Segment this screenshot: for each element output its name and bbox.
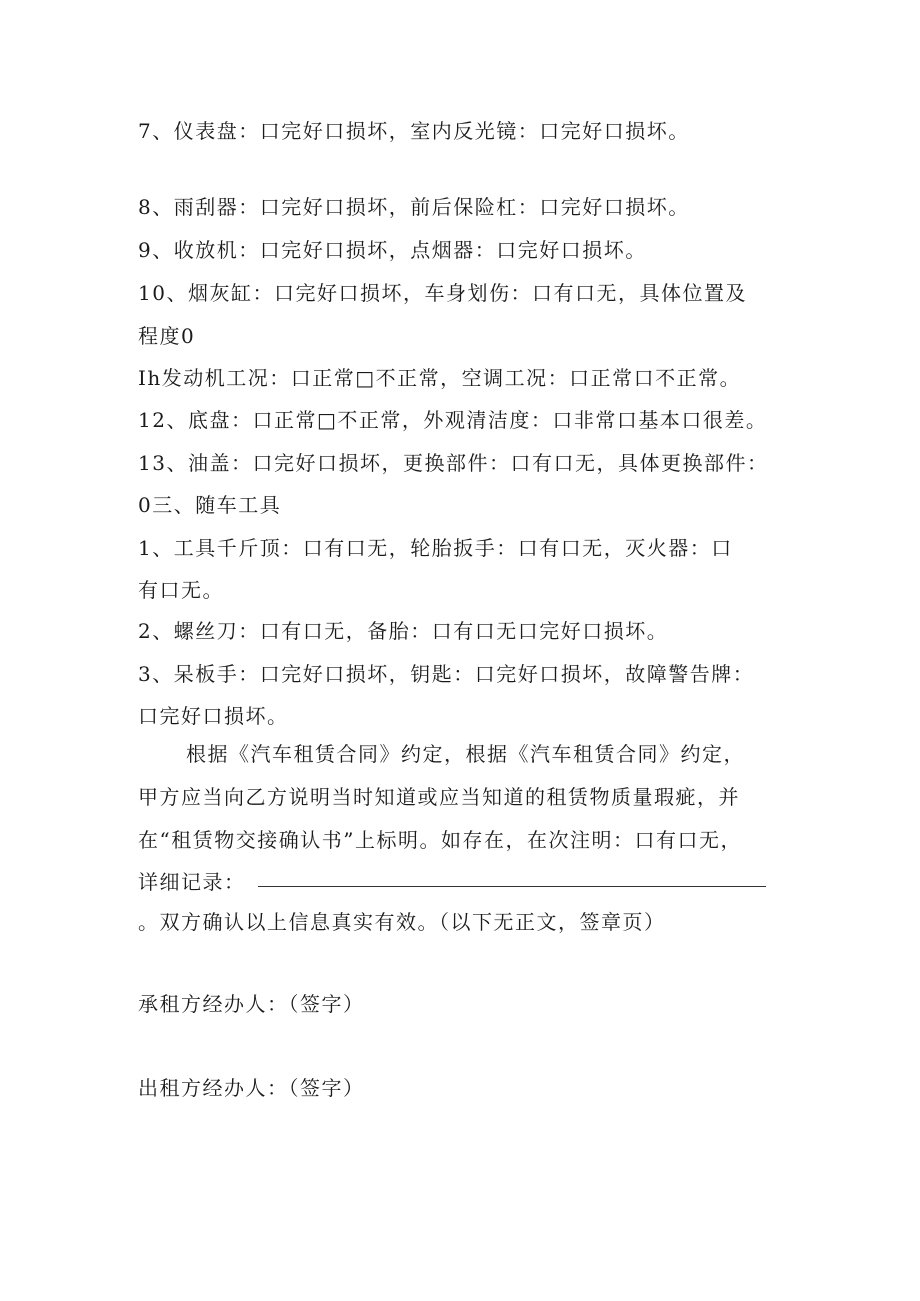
item-8-line: 8、雨刮器：口完好口损坏，前后保险杠：口完好口损坏。 [138, 195, 690, 219]
item-7-line: 7、仪表盘：口完好口损坏，室内反光镜：口完好口损坏。 [138, 119, 690, 143]
paragraph-line-3: 在“租赁物交接确认书”上标明。如存在，在次注明：口有口无， [138, 828, 742, 852]
record-label: 详细记录： [138, 870, 246, 894]
tool-1-continuation: 有口无。 [138, 578, 224, 602]
section-3-heading: 0三、随车工具 [138, 493, 282, 517]
paragraph-line-1: 根据《汽车租赁合同》约定，根据《汽车租赁合同》约定， [186, 742, 745, 766]
tool-3-continuation: 口完好口损坏。 [138, 704, 289, 728]
item-13-line: 13、油盖：口完好口损坏，更换部件：口有口无，具体更换部件： [138, 451, 769, 475]
lessor-signature-line: 出租方经办人：（签字） [138, 1076, 365, 1100]
item-10-line: 10、烟灰缸：口完好口损坏，车身划伤：口有口无，具体位置及 [138, 281, 747, 305]
item-12-line: 12、底盘：口正常□不正常，外观清洁度：口非常口基本口很差。 [138, 408, 768, 432]
tool-2-line: 2、螺丝刀：口有口无，备胎：口有口无口完好口损坏。 [138, 619, 669, 643]
record-blank-line[interactable] [258, 886, 766, 887]
tool-3-line: 3、呆板手：口完好口损坏，钥匙：口完好口损坏，故障警告牌： [138, 662, 755, 686]
item-11-line: Ih发动机工况：口正常□不正常，空调工况：口正常口不正常。 [138, 366, 742, 390]
lessee-signature-line: 承租方经办人：（签字） [138, 992, 365, 1016]
paragraph-line-2: 甲方应当向乙方说明当时知道或应当知道的租赁物质量瑕疵，并 [138, 785, 740, 809]
tool-1-line: 1、工具千斤顶：口有口无，轮胎扳手：口有口无，灭火器：口 [138, 536, 733, 560]
item-9-line: 9、收放机：口完好口损坏，点烟器：口完好口损坏。 [138, 238, 647, 262]
confirmation-line: 。双方确认以上信息真实有效。（以下无正文，签章页） [138, 910, 666, 934]
item-10-continuation: 程度0 [138, 324, 196, 348]
